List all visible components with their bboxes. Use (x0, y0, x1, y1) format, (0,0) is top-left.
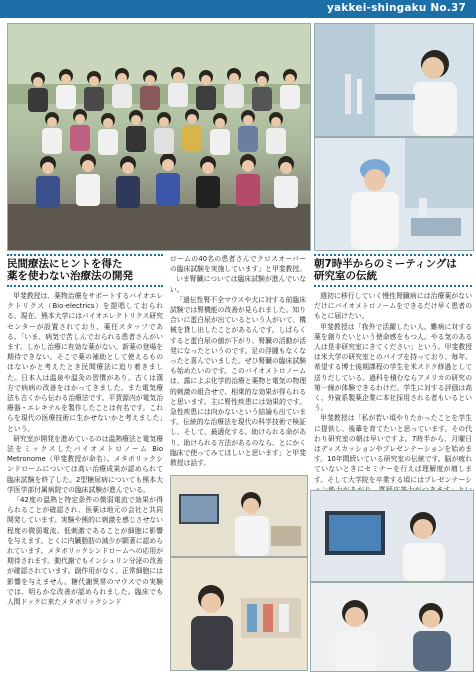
section3-body (314, 291, 472, 487)
section1-rule-bottom (7, 285, 163, 287)
student-at-monitor-photo-icon (311, 491, 473, 581)
section3-heading-line1: 朝7時半からのミーティングは (314, 258, 457, 270)
section1-heading-line2: 薬を使わない治療法の開発 (7, 270, 133, 282)
lower-photo-a (170, 475, 308, 557)
group-photo (7, 23, 311, 251)
section3-rule-bottom (314, 285, 472, 287)
section3-rule-top (314, 254, 472, 256)
section2-paragraph: いま腎臓については臨床試験が進んでいない。 (170, 275, 306, 294)
lower-photo-b (170, 557, 308, 671)
lab-photo-1 (314, 23, 474, 137)
section1-heading (7, 258, 167, 282)
section1-rule-top (7, 254, 163, 256)
researcher-at-computer-photo-icon (171, 476, 307, 556)
section1-heading-line1: 民間療法にヒントを得た (7, 258, 123, 270)
section3-paragraph: 甲斐教授は「私が若い頃やりたかったことを学生に提供し、後輩を育てたいと思っています。その代わり研究室の朝は早いですよ。7時半から、月曜日はディスカッションやプレゼンテーションを始めます。10年間続いている研究室の伝統です。脳が疲れていないときにセミナーを行えば理解度が増します。そして大学院を卒業する頃にはプレゼンテーシ (314, 414, 472, 484)
header-bar (0, 0, 476, 18)
section3-paragraph: 週初に移行していく慢性腎臓病には治療薬がないだけにバイオメトロノームをできるだけ早く患者のもとに届けたい。 (314, 292, 472, 321)
section2-body (170, 254, 306, 472)
lab-photo-2 (314, 137, 474, 251)
researcher-with-samples-photo-icon (171, 558, 307, 670)
issue-label: yakkei-shingaku No.37 (326, 2, 466, 14)
section1-paragraph: 甲斐教授は、薬物治療をサポートするバイオエレクトリクス（Bio-electrics）を提唱しておられる。現在、熊本大学にはバイオエレクトリクス研究センターが設置されており、薬任スタッフである。「いま、病気で苦しんでおられる患者さんがいます。しかし治療に有効な薬がない。新薬の登場を期待できない。そこで薬の補助として使えるものはないかと考えたとき民間療法に追り着きました。日本人は温泉や温灸の習慣があり、古くは漢方で病病の改善をはかってきました。また電気療法も古くから伝わる治療法です。平賀源内が電気治療器・エレキテルを製作したことは有名です。これらを現代の医療技術に生かせないかと考えました」という。 (7, 292, 163, 433)
lab-technician-photo-icon (315, 138, 473, 250)
section3-heading (314, 258, 474, 282)
section2-paragraph: 「過伝性腎不全マウスや犬に対する前臨床試験では腎機能の改善が見られました。知り合いに蛋白尿が出ているという人がいて、機械を貸し出したことがあるんです。しばらくすると蛋白尿の値が下がり、腎臓の活動が活発になったというのです。足の浮腫もなくなったと喜んでいました。ぜひ腎臓の臨床試験も始めたいのです。このバイオメトロノームは、露によぶ化学的治療と薬物と電気の物理的刺激の組合せで、相乗的な効果が得られると思います。主に腎性疾患には効果的です。急性疾患には向かないという結論も出ています。伝統的な治療法を現代の科学技術で検証し、そして、最適化する。助けられる命があり、助けられる方法があるのなら、とにかく臨床で使ってみてほしいと思います」と甲斐教授は話す。 (170, 295, 306, 468)
section1-paragraph: 「42度の温熱と特定条件の微弱電流で効果が得られることが確認され、医薬は地元の会社と共同開発しています。実験や熊的に刺激を感じさせない程度の微弱電流。低刺激であることが細胞に影響を与えます。とくに内臓脂肪の減少が顕著に認められています。メタボリックシンドロームへの応用が期待されます。動代謝でもインシュリン分泌の改善が確認されています。副作用がなく、正常細胞には影響を与えません。糖代謝異常のマウスでの実験では、明らかな改善が認められました。臨床でも人間ドックに来たメタボリックシンド (7, 496, 163, 607)
section3-paragraph: 甲斐教授は「我外で活躍したい人、難病に対する薬を創りたいという使命感をもつ人。やる気のある人は是非研究室にきてください」という。甲斐教授は米大学の研究室とのパイプを持っており、毎年、希望する博士後期課程の学生を米スドク修過として送りだしている。過科を積むならアメリカの研究の第一線が体験できるわけだ。学生に対する評価は高く、外資系製薬企業に本社採用される者もいるという。 (314, 322, 472, 413)
lab-researcher-photo-icon (315, 24, 473, 136)
section3-heading-line2: 研究室の伝統 (314, 270, 377, 282)
section1-body (7, 291, 163, 671)
lower-photo-d (310, 582, 474, 672)
section1-paragraph: 研究室が開発を進めているのは温熱療法と電気療法をミックスしたバイオメトロノーム Bio Metronome（甲斐教授が命名）。メタボリックシンドロームについては高い治療成果が認められて臨床試験を終了した。2型糖尿病についても熊本大学医学部付属病院での臨床試験が進んでいる。 (7, 434, 163, 494)
student-at-desk-photo-icon (311, 583, 473, 671)
section2-paragraph: ロームの40名の患者さんでクロスオーバーの臨床試験を実施しています」と甲斐教授。 (170, 255, 306, 274)
group-photo-icon (8, 24, 310, 250)
lower-photo-c (310, 490, 474, 582)
